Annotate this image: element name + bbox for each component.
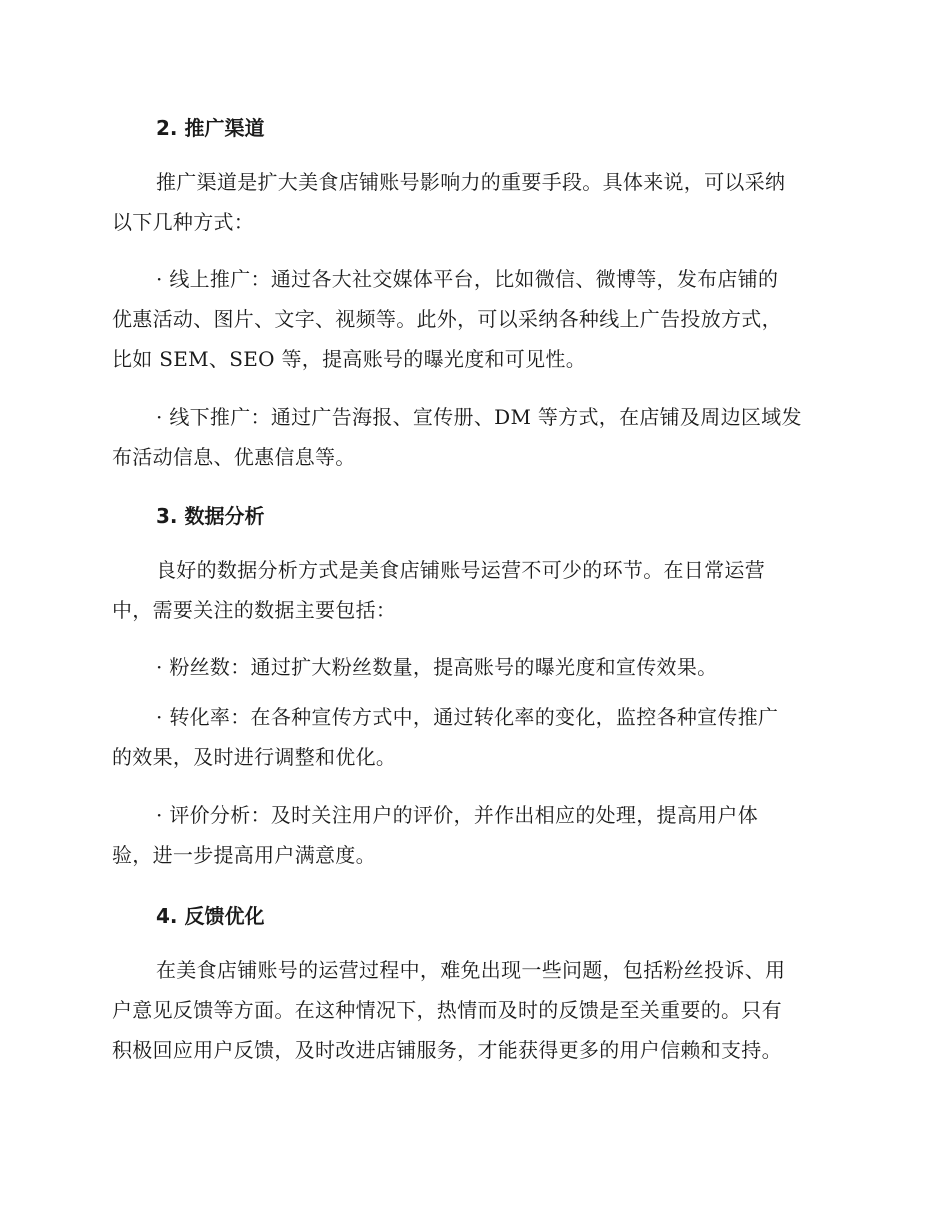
text-line: 积极回应用户反馈，及时改进店铺服务，才能获得更多的用户信赖和支持。 bbox=[112, 1038, 782, 1062]
text-line: 验，进一步提高用户满意度。 bbox=[112, 843, 376, 867]
text-line: · 评价分析：及时关注用户的评价，并作出相应的处理，提高用户体 bbox=[156, 803, 759, 827]
text-line: 良好的数据分析方式是美食店铺账号运营不可少的环节。在日常运营 bbox=[156, 558, 765, 582]
bullet-review-analysis bbox=[112, 795, 840, 875]
text-line: 比如 SEM、SEO 等，提高账号的曝光度和可见性。 bbox=[112, 347, 586, 371]
bullet-conversion-rate bbox=[112, 697, 840, 777]
text-line: 在美食店铺账号的运营过程中，难免出现一些问题，包括粉丝投诉、用 bbox=[156, 958, 786, 982]
text-line: · 线下推广：通过广告海报、宣传册、DM 等方式，在店铺及周边区域发 bbox=[156, 405, 802, 429]
bullet-offline-promotion bbox=[112, 397, 840, 477]
text-line: 优惠活动、图片、文字、视频等。此外，可以采纳各种线上广告投放方式， bbox=[112, 307, 782, 331]
text-line: 推广渠道是扩大美食店铺账号影响力的重要手段。具体来说，可以采纳 bbox=[156, 170, 786, 194]
text-line: 布活动信息、优惠信息等。 bbox=[112, 445, 356, 469]
text-line: 的效果，及时进行调整和优化。 bbox=[112, 745, 397, 769]
text-line: 以下几种方式： bbox=[112, 210, 255, 234]
section-heading-feedback-optimization: 4. 反馈优化 bbox=[156, 904, 265, 928]
paragraph-data-analysis-intro bbox=[112, 550, 840, 630]
section-heading-data-analysis: 3. 数据分析 bbox=[156, 504, 265, 528]
paragraph-promotion-intro bbox=[112, 162, 840, 242]
paragraph-feedback bbox=[112, 950, 840, 1070]
text-line: 户意见反馈等方面。在这种情况下，热情而及时的反馈是至关重要的。只有 bbox=[112, 998, 782, 1022]
section-heading-promotion-channels: 2. 推广渠道 bbox=[156, 116, 265, 140]
text-line: · 粉丝数：通过扩大粉丝数量，提高账号的曝光度和宣传效果。 bbox=[156, 655, 718, 679]
text-line: · 线上推广：通过各大社交媒体平台，比如微信、微博等，发布店铺的 bbox=[156, 267, 779, 291]
text-line: 中，需要关注的数据主要包括： bbox=[112, 598, 397, 622]
text-line: · 转化率：在各种宣传方式中，通过转化率的变化，监控各种宣传推广 bbox=[156, 705, 779, 729]
bullet-online-promotion bbox=[112, 259, 840, 379]
bullet-followers bbox=[112, 647, 840, 687]
